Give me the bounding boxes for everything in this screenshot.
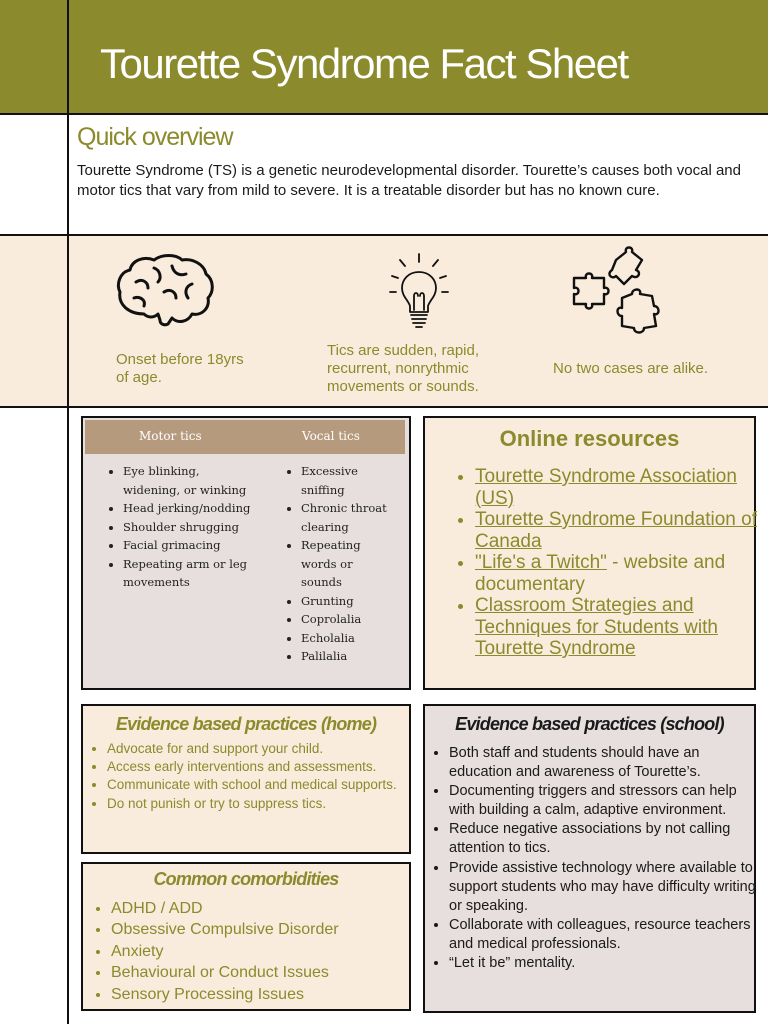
school-practices-list xyxy=(429,744,761,973)
lightbulb-icon xyxy=(382,250,456,332)
school-practices-title: Evidence based practices (school) xyxy=(455,714,724,734)
list-item: • ADHD / ADD xyxy=(111,898,411,919)
list-item xyxy=(475,595,765,660)
list-item: • Documenting triggers and stressors can help with building a calm, adaptive environment. xyxy=(449,782,761,820)
list-item xyxy=(475,509,765,552)
tsfc-link[interactable]: Tourette Syndrome Foundation of Canada xyxy=(475,509,758,552)
list-item: • Coprolalia xyxy=(301,610,391,629)
list-item: • Collaborate with colleagues, resource teachers and medical professionals. xyxy=(449,916,761,954)
band-margin-line xyxy=(67,234,69,406)
vocal-tics-list xyxy=(283,462,391,666)
home-practices-list xyxy=(89,740,407,813)
fact-tics-definition: Tics are sudden, rapid, recurrent, nonrythmic movements or sounds. xyxy=(327,342,480,395)
motor-tics-list xyxy=(105,462,253,592)
overview-text: Tourette Syndrome (TS) is a genetic neurodevelopmental disorder. Tourette’s causes both vocal and motor tics that vary from mild to severe. It is a treatable disorder but has no known cure. xyxy=(77,162,741,199)
page-title: Tourette Syndrome Fact Sheet xyxy=(100,40,628,87)
list-item: • Shoulder shrugging xyxy=(123,518,253,537)
home-practices-title: Evidence based practices (home) xyxy=(115,714,377,734)
list-item: • Advocate for and support your child. xyxy=(107,740,407,758)
list-item xyxy=(475,552,765,595)
tics-table-header xyxy=(85,420,405,454)
brain-icon xyxy=(114,252,218,328)
list-item: • Anxiety xyxy=(111,941,411,962)
list-item: • Sensory Processing Issues xyxy=(111,984,411,1005)
list-item: • Eye blinking, widening, or winking xyxy=(123,462,253,499)
motor-tics-header: Motor tics xyxy=(139,429,202,443)
fact-onset: Onset before 18yrs of age. xyxy=(116,351,244,386)
list-item: • Facial grimacing xyxy=(123,536,253,555)
online-resources-title: Online resources xyxy=(499,426,680,451)
list-item: • Repeating words or sounds xyxy=(301,536,391,592)
tics-table xyxy=(81,416,411,690)
list-item: • Access early interventions and assessments. xyxy=(107,758,407,776)
list-item: • Provide assistive technology where available to support students who may have difficulty writing or speaking. xyxy=(449,859,761,916)
comorbidities-box xyxy=(81,862,411,1011)
list-item: • Grunting xyxy=(301,592,391,611)
link-description: - website and documentary xyxy=(475,552,726,595)
classroom-strategies-link[interactable]: Classroom Strategies and Techniques for Students with Tourette Syndrome xyxy=(475,595,718,659)
list-item: • Repeating arm or leg movements xyxy=(123,555,253,592)
list-item: • Head jerking/nodding xyxy=(123,499,253,518)
fact-no-two-alike: No two cases are alike. xyxy=(553,360,709,377)
list-item: • Chronic throat clearing xyxy=(301,499,391,536)
overview-heading: Quick overview xyxy=(77,123,233,151)
margin-line xyxy=(67,0,69,1024)
online-resources-list xyxy=(455,466,765,660)
puzzle-icon xyxy=(570,246,674,334)
tsa-us-link[interactable]: Tourette Syndrome Association (US) xyxy=(475,466,737,509)
list-item: • Palilalia xyxy=(301,647,391,666)
home-practices-box xyxy=(81,704,411,854)
list-item: • Echolalia xyxy=(301,629,391,648)
list-item: • Behavioural or Conduct Issues xyxy=(111,962,411,983)
list-item: • Reduce negative associations by not calling attention to tics. xyxy=(449,820,761,858)
list-item: • Excessive sniffing xyxy=(301,462,391,499)
school-practices-box xyxy=(423,704,756,1013)
comorbidities-title: Common comorbidities xyxy=(153,869,339,889)
list-item: • Communicate with school and medical supports. xyxy=(107,776,407,794)
lifes-a-twitch-link[interactable]: "Life's a Twitch" xyxy=(475,552,607,573)
list-item: • Both staff and students should have an education and awareness of Tourette’s. xyxy=(449,744,761,782)
list-item: • Do not punish or try to suppress tics. xyxy=(107,795,407,813)
vocal-tics-header: Vocal tics xyxy=(302,429,360,443)
list-item: • “Let it be” mentality. xyxy=(449,954,761,973)
online-resources-box xyxy=(423,416,756,690)
list-item: • Obsessive Compulsive Disorder xyxy=(111,919,411,940)
comorbidities-list xyxy=(89,898,411,1005)
list-item xyxy=(475,466,765,509)
